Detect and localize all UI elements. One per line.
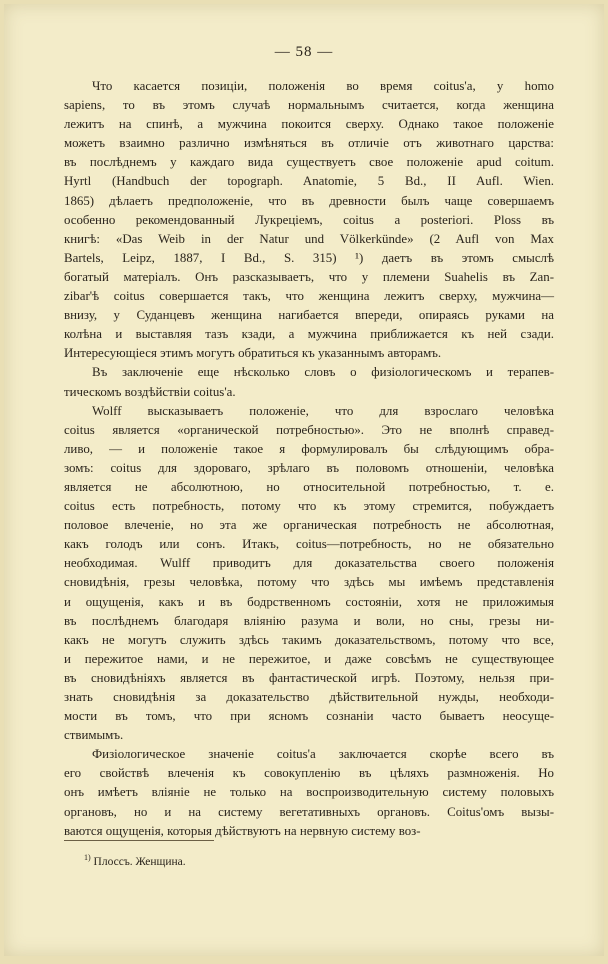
text-line: Hyrtl (Handbuch der topograph. Anatomie, 5 Bd., II Aufl. Wien. bbox=[64, 174, 554, 189]
text-line: coitus является «органической потребностью». Это не вполнѣ справед- bbox=[64, 422, 554, 437]
text-line: половое влеченіе, но эта же органическая потребность не абсолютная, bbox=[64, 518, 554, 533]
footnote-text: Плоссъ. Женщина. bbox=[93, 855, 186, 868]
text-line: Bartels, Leipz, 1887, I Bd., S. 315) ¹) даетъ въ этомъ смыслѣ bbox=[64, 250, 554, 265]
text-line: книгѣ: «Das Weib in der Natur und Völkerkünde» (2 Aufl von Max bbox=[64, 231, 554, 246]
text-line: Физіологическое значеніе coitus'а заключается скорѣе всего въ bbox=[92, 747, 554, 762]
text-line: coitus есть потребность, потому что къ этому стремится, побуждаетъ bbox=[64, 499, 554, 514]
text-line: органовъ, но и на систему вегетативныхъ органовъ. Coitus'омъ вызы- bbox=[64, 804, 554, 819]
book-page bbox=[4, 4, 604, 956]
text-line: sapiens, то въ этомъ случаѣ нормальнымъ считается, когда женщина bbox=[64, 98, 554, 113]
text-line: его свойствѣ влеченія къ совокупленію въ цѣляхъ размноженія. Но bbox=[64, 766, 554, 781]
footnote bbox=[84, 853, 186, 868]
text-line: колѣна и выставляя тазъ кзади, а мужчина приближается къ ней сзади. bbox=[64, 327, 554, 342]
text-line: тическомъ воздѣйствіи coitus'а. bbox=[64, 384, 236, 399]
text-line: и пережитое нами, и не пережитое, и даже совсѣмъ не существующее bbox=[64, 651, 554, 666]
footnote-divider bbox=[64, 840, 214, 841]
body-text bbox=[64, 77, 554, 841]
text-line: является не абсолютною, но относительной потребностью, т. е. bbox=[64, 479, 554, 494]
text-line: въ сновидѣніяхъ является въ фантастической игрѣ. Поэтому, нельзя при- bbox=[64, 670, 554, 685]
text-line: Что касается позиціи, положенія во время coitus'а, у homo bbox=[92, 79, 554, 93]
text-line: ливо, — и положеніе такое я формулировалъ бы слѣдующимъ обра- bbox=[64, 441, 554, 456]
paragraph-conclusion-intro bbox=[64, 363, 554, 401]
text-line: необходимая. Wulff приводитъ для доказательства своего положенія bbox=[64, 556, 554, 571]
text-line: онъ имѣетъ вліяніе не только на воспроизводительную систему половыхъ bbox=[64, 785, 554, 800]
text-line: какъ голодъ или сонъ. Итакъ, coitus—потребность, но не обязательно bbox=[64, 537, 554, 552]
text-line: знать сновидѣнія за доказательство дѣйствительной нужды, необходи- bbox=[64, 690, 554, 704]
text-line: Въ заключеніе еще нѣсколько словъ о физіологическомъ и терапев- bbox=[92, 365, 554, 380]
text-line: zibar'ѣ coitus совершается такъ, что женщина лежитъ сверху, мужчина— bbox=[64, 289, 554, 304]
text-line: и ощущенія, какъ и въ бодрственномъ состояніи, хотя не приложимыя bbox=[64, 594, 554, 609]
text-line: какъ не могутъ служить здѣсь такимъ доказательствомъ, потому что все, bbox=[64, 632, 554, 647]
paragraph-wolff bbox=[64, 402, 554, 746]
text-line: Wolff высказываетъ положеніе, что для взрослаго человѣка bbox=[92, 403, 554, 418]
text-line: Интересующіеся этимъ могутъ обратиться къ указаннымъ авторамъ. bbox=[64, 346, 442, 361]
text-line: лежитъ на спинѣ, а мужчина покоится сверху. Однако такое положеніе bbox=[64, 117, 554, 132]
text-line: ваются ощущенія, которыя дѣйствуютъ на нервную систему воз- bbox=[64, 823, 421, 838]
text-line: 1865) дѣлаетъ предположеніе, что въ древности былъ чаще совершаемъ bbox=[64, 193, 554, 208]
text-line: мости въ томъ, что при ясномъ сознаніи часто бываетъ неосуще- bbox=[64, 709, 554, 724]
text-line: можетъ взаимно различно измѣняться въ отличіе отъ животнаго царства: bbox=[64, 136, 554, 151]
text-line: въ послѣднемъ благодаря вліянію разума и воли, но сны, грезы ни- bbox=[64, 613, 554, 628]
text-line: особенно рекомендованный Лукреціемъ, coitus a posteriori. Ploss въ bbox=[64, 212, 554, 227]
text-line: богатый матеріалъ. Онъ разсказываетъ, что у племени Suahelis въ Zan- bbox=[64, 269, 554, 284]
text-line: ствимымъ. bbox=[64, 728, 124, 743]
paragraph-physiological bbox=[64, 745, 554, 840]
text-line: въ послѣднемъ у каждаго вида существуетъ свое положеніе apud coitum. bbox=[64, 155, 554, 170]
page-number: — 58 — bbox=[274, 44, 334, 60]
footnote-marker: 1) bbox=[84, 853, 91, 862]
text-line: внизу, у Суданцевъ женщина нагибается впереди, опираясь руками на bbox=[64, 308, 554, 323]
text-line: зомъ: coitus для здороваго, зрѣлаго въ половомъ отношеніи, человѣка bbox=[64, 460, 554, 475]
text-line: сновидѣнія, грезы человѣка, потому что здѣсь мы имѣемъ представленія bbox=[64, 575, 554, 590]
paragraph-position bbox=[64, 77, 554, 363]
